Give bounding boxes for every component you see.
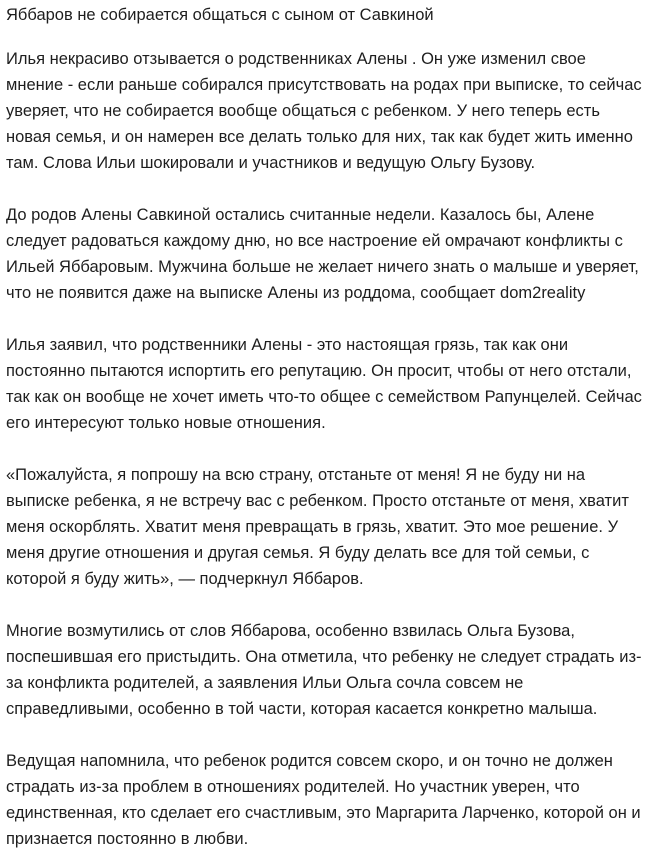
paragraph-3: [6, 332, 666, 436]
paragraph-4-quote: [6, 462, 666, 592]
paragraph-line: которой я буду жить», — подчеркнул Яббаров.: [6, 570, 364, 588]
paragraph-6: [6, 748, 666, 852]
paragraph-line: за конфликта родителей, а заявления Ильи Ольга сочла совсем не: [6, 674, 524, 692]
paragraph-line: страдать из-за проблем в отношениях родителей. Но участник уверен, что: [6, 778, 580, 796]
article-title: Яббаров не собирается общаться с сыном от Савкиной: [6, 6, 434, 24]
paragraph-line: единственная, кто сделает его счастливым, это Маргарита Ларченко, которой он и: [6, 804, 641, 822]
paragraph-line: выписке ребенка, я не встречу вас с ребенком. Просто отстаньте от меня, хватит: [6, 492, 629, 510]
paragraph-line: меня оскорблять. Хватит меня превращать в грязь, хватит. Это мое решение. У: [6, 518, 619, 536]
paragraph-line: следует радоваться каждому дню, но все настроение ей омрачают конфликты с: [6, 232, 623, 250]
paragraph-line: До родов Алены Савкиной остались считанные недели. Казалось бы, Алене: [6, 206, 595, 224]
paragraph-2: [6, 202, 666, 306]
paragraph-5: [6, 618, 666, 722]
paragraph-line: новая семья, и он намерен все делать только для них, так как будет жить именно: [6, 128, 633, 146]
paragraph-line: Илья некрасиво отзывается о родственниках Алены . Он уже изменил свое: [6, 50, 586, 68]
paragraph-line: уверяет, что не собирается вообще общаться с ребенком. У него теперь есть: [6, 102, 600, 120]
paragraph-line: там. Слова Ильи шокировали и участников и ведущую Ольгу Бузову.: [6, 154, 536, 172]
paragraph-line: его интересуют только новые отношения.: [6, 414, 326, 432]
article: [6, 0, 666, 852]
paragraph-line: меня другие отношения и другая семья. Я буду делать все для той семьи, с: [6, 544, 590, 562]
paragraph-line: «Пожалуйста, я попрошу на всю страну, отстаньте от меня! Я не буду ни на: [6, 466, 586, 484]
paragraph-line: Илья заявил, что родственники Алены - это настоящая грязь, так как они: [6, 336, 569, 354]
paragraph-line: мнение - если раньше собирался присутствовать на родах при выписке, то сейчас: [6, 76, 642, 94]
paragraph-line: Ведущая напомнила, что ребенок родится совсем скоро, и он точно не должен: [6, 752, 613, 770]
paragraph-line: постоянно пытаются испортить его репутацию. Он просит, чтобы от него отстали,: [6, 362, 632, 380]
paragraph-line: Ильей Яббаровым. Мужчина больше не желает ничего знать о малыше и уверяет,: [6, 258, 639, 276]
paragraph-line: признается постоянно в любви.: [6, 830, 249, 848]
paragraph-line: так как он вообще не хочет иметь что-то общее с семейством Рапунцелей. Сейчас: [6, 388, 642, 406]
paragraph-line: поспешившая его пристыдить. Она отметила, что ребенку не следует страдать из-: [6, 648, 642, 666]
paragraph-1: [6, 46, 666, 176]
paragraph-line: Многие возмутились от слов Яббарова, особенно взвилась Ольга Бузова,: [6, 622, 575, 640]
paragraph-line: что не появится даже на выписке Алены из роддома, сообщает dom2reality: [6, 284, 586, 302]
paragraph-line: справедливыми, особенно в той части, которая касается конкретно малыша.: [6, 700, 598, 718]
